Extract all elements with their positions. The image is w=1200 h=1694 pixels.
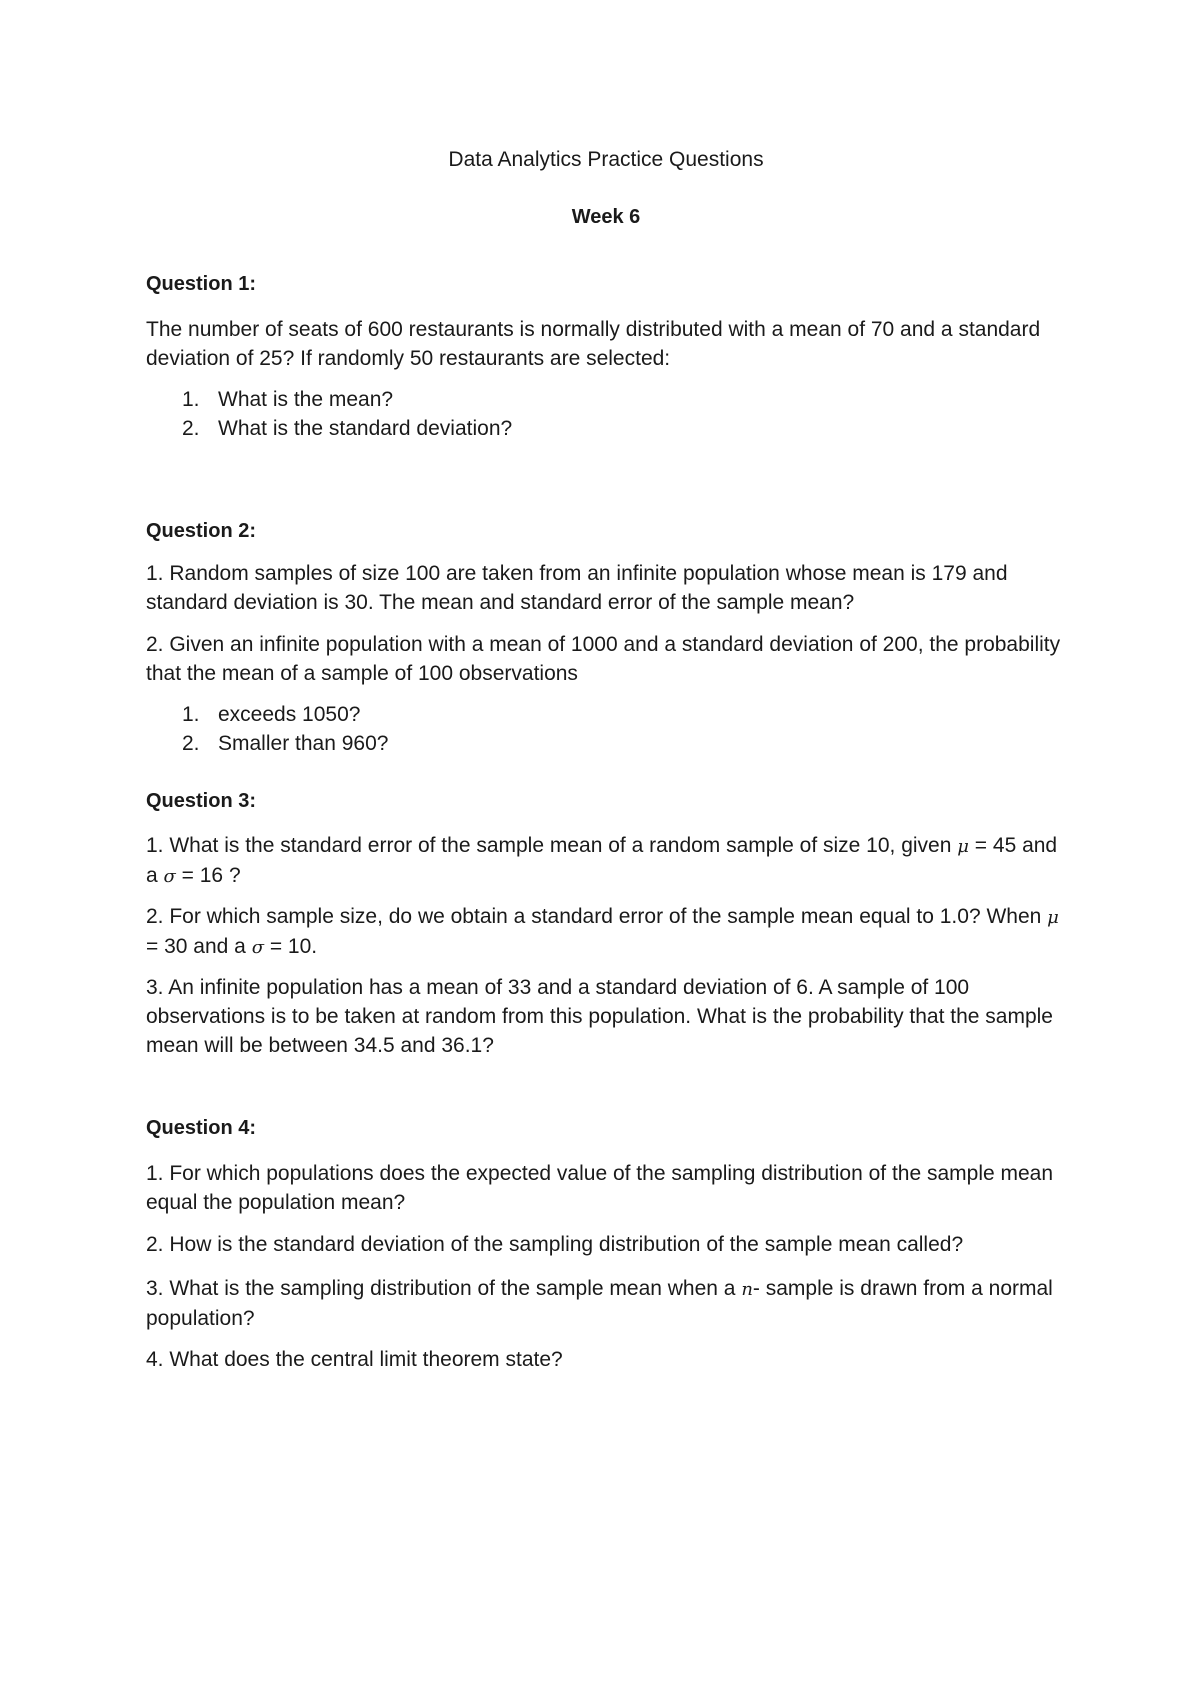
question-2-list bbox=[146, 700, 388, 758]
list-text: Smaller than 960? bbox=[218, 732, 389, 755]
text-run: = 16 ? bbox=[175, 864, 241, 887]
question-4-part-4: 4. What does the central limit theorem state? bbox=[146, 1348, 563, 1371]
list-item bbox=[146, 700, 388, 729]
question-4-part-1: 1. For which populations does the expected value of the sampling distribution of the sample mean equal the population mean? bbox=[146, 1162, 1054, 1214]
question-4-part-3 bbox=[146, 1274, 1066, 1333]
list-text: What is the standard deviation? bbox=[218, 417, 513, 440]
mu-symbol: μ bbox=[1047, 907, 1059, 928]
sigma-symbol: σ bbox=[163, 866, 176, 887]
document-subtitle: Week 6 bbox=[571, 206, 641, 228]
question-1-list bbox=[146, 385, 512, 443]
list-item bbox=[146, 414, 512, 443]
list-number: 2. bbox=[182, 732, 200, 755]
question-2-part-2: 2. Given an infinite population with a mean of 1000 and a standard deviation of 200, the probability that the mean of a sample of 100 observations bbox=[146, 633, 1061, 685]
question-2-part-1: 1. Random samples of size 100 are taken from an infinite population whose mean is 179 and standard deviation is 30. The mean and standard error of the sample mean? bbox=[146, 562, 1008, 614]
question-3-part-3: 3. An infinite population has a mean of 33 and a standard deviation of 6. A sample of 100 observations is to be taken at random from this population. What is the probability that the sample mean will be between 34.5 and 36.1? bbox=[146, 976, 1053, 1057]
question-2-heading: Question 2: bbox=[146, 520, 257, 542]
question-4-part-2: 2. How is the standard deviation of the sampling distribution of the sample mean called? bbox=[146, 1233, 964, 1256]
question-3-part-2 bbox=[146, 902, 1066, 962]
question-1-heading: Question 1: bbox=[146, 273, 257, 295]
text-run: 1. What is the standard error of the sample mean of a random sample of size 10, given bbox=[146, 834, 958, 857]
text-run: = 30 and a bbox=[146, 935, 252, 958]
text-run: = 10. bbox=[263, 935, 318, 958]
document-title: Data Analytics Practice Questions bbox=[448, 148, 764, 171]
question-3-heading: Question 3: bbox=[146, 790, 257, 812]
list-text: What is the mean? bbox=[218, 388, 394, 411]
list-number: 1. bbox=[182, 388, 200, 411]
list-number: 1. bbox=[182, 703, 200, 726]
text-run: = 45 and a bbox=[146, 834, 1058, 887]
list-text: exceeds 1050? bbox=[218, 703, 361, 726]
list-item bbox=[146, 385, 512, 414]
sigma-symbol: σ bbox=[251, 937, 264, 958]
n-symbol: n bbox=[741, 1279, 753, 1300]
text-run: 3. What is the sampling distribution of the sample mean when a bbox=[146, 1277, 742, 1300]
list-item bbox=[146, 729, 388, 758]
text-run: 2. For which sample size, do we obtain a standard error of the sample mean equal to 1.0? When bbox=[146, 905, 1048, 928]
text-run: - sample is drawn from a normal population? bbox=[146, 1277, 1053, 1330]
mu-symbol: μ bbox=[957, 836, 969, 857]
list-number: 2. bbox=[182, 417, 200, 440]
question-4-heading: Question 4: bbox=[146, 1117, 257, 1139]
question-1-text: The number of seats of 600 restaurants is normally distributed with a mean of 70 and a standard deviation of 25? If randomly 50 restaurants are selected: bbox=[146, 318, 1041, 370]
question-3-part-1 bbox=[146, 831, 1066, 891]
